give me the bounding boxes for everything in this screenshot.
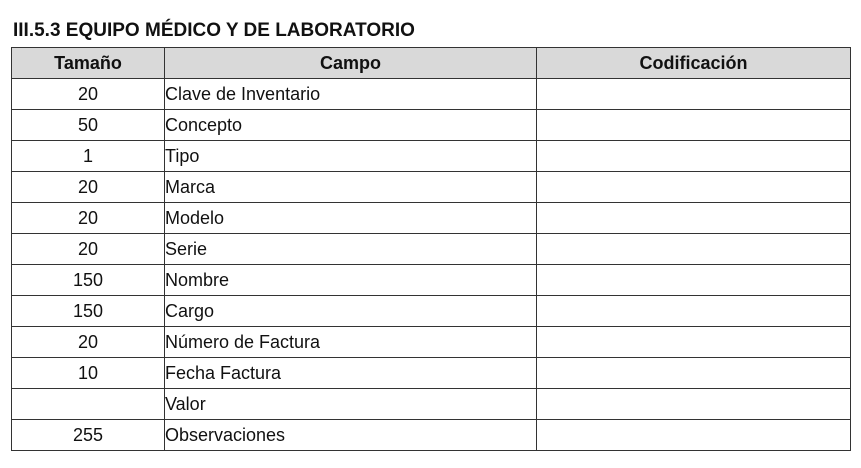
cell-code [537,141,851,172]
table-row [12,203,851,234]
cell-field: Cargo [165,296,537,327]
cell-field: Serie [165,234,537,265]
cell-code [537,110,851,141]
cell-size: 20 [12,327,165,358]
cell-code [537,420,851,451]
table-row [12,420,851,451]
field-spec-table [11,47,851,451]
section-title: III.5.3 EQUIPO MÉDICO Y DE LABORATORIO [13,20,415,41]
table-row [12,296,851,327]
cell-size: 150 [12,265,165,296]
cell-code [537,327,851,358]
cell-size: 1 [12,141,165,172]
table-row [12,110,851,141]
cell-field: Observaciones [165,420,537,451]
table-header-row [12,48,851,79]
table-row [12,389,851,420]
table-row [12,265,851,296]
table-row [12,79,851,110]
cell-code [537,79,851,110]
cell-size: 50 [12,110,165,141]
cell-field: Valor [165,389,537,420]
cell-size: 20 [12,234,165,265]
cell-size: 150 [12,296,165,327]
cell-size: 20 [12,172,165,203]
table-row [12,141,851,172]
cell-field: Modelo [165,203,537,234]
cell-size [12,389,165,420]
table-row [12,327,851,358]
cell-code [537,296,851,327]
cell-field: Clave de Inventario [165,79,537,110]
cell-code [537,265,851,296]
cell-size: 20 [12,203,165,234]
cell-code [537,358,851,389]
cell-code [537,389,851,420]
cell-code [537,234,851,265]
cell-field: Número de Factura [165,327,537,358]
cell-size: 255 [12,420,165,451]
cell-code [537,203,851,234]
cell-field: Concepto [165,110,537,141]
table-row [12,234,851,265]
cell-size: 20 [12,79,165,110]
cell-field: Tipo [165,141,537,172]
column-header-code: Codificación [537,48,851,79]
table-row [12,172,851,203]
cell-size: 10 [12,358,165,389]
cell-field: Marca [165,172,537,203]
cell-field: Fecha Factura [165,358,537,389]
column-header-size: Tamaño [12,48,165,79]
cell-field: Nombre [165,265,537,296]
table-row [12,358,851,389]
column-header-field: Campo [165,48,537,79]
cell-code [537,172,851,203]
